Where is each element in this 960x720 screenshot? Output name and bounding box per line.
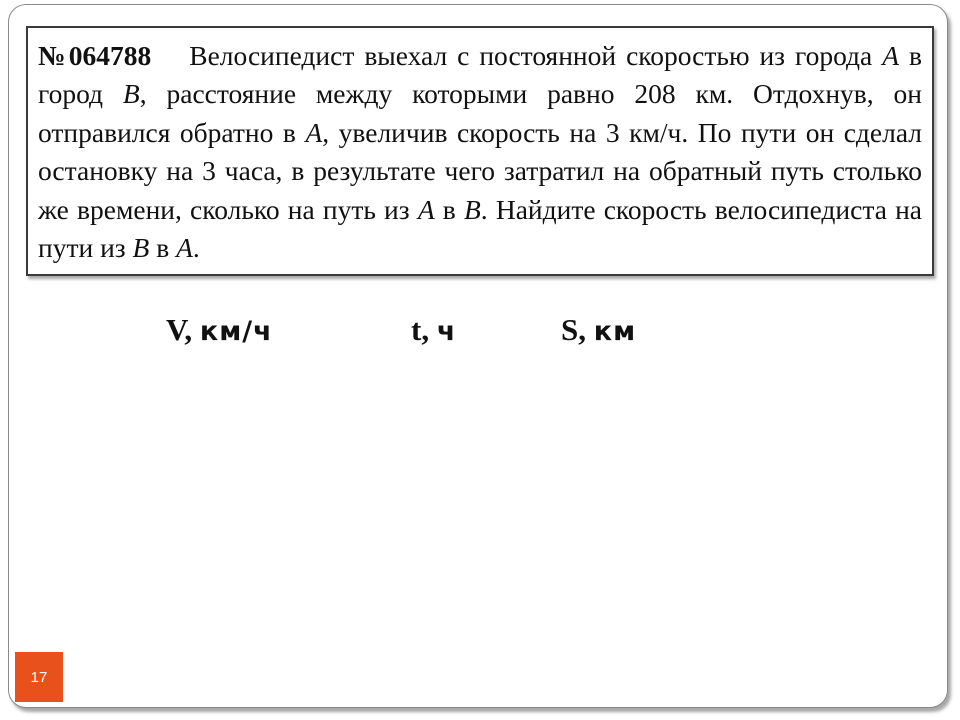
problem-number: №064788	[38, 40, 152, 71]
time-header	[411, 312, 456, 348]
distance-header	[561, 312, 636, 348]
problem-variable: A	[417, 193, 435, 225]
problem-variable: A	[305, 116, 323, 148]
velocity-symbol: V,	[166, 312, 193, 347]
problem-statement	[38, 40, 922, 263]
problem-variable: A	[882, 40, 900, 71]
time-symbol: t,	[411, 312, 430, 347]
slide-number: 17	[15, 652, 63, 702]
time-unit: ч	[436, 316, 457, 347]
velocity-unit: км/ч	[199, 316, 273, 347]
problem-segment: , расстояние между которыми равно 208 км. Отдохнув, он отправился обратно в	[38, 78, 922, 148]
problem-variable: B	[122, 78, 140, 110]
problem-variable: A	[176, 232, 193, 264]
problem-segment: в город	[38, 40, 922, 110]
problem-box	[26, 26, 934, 276]
problem-segment: в	[434, 193, 464, 225]
problem-segment: .	[192, 232, 200, 264]
problem-segment: . Найдите скорость велосипедиста на пути из	[38, 193, 922, 264]
table-headers	[0, 312, 960, 356]
problem-variable: B	[132, 232, 150, 264]
problem-segment: Велосипедист выехал с постоянной скоростью из города	[189, 40, 883, 71]
distance-symbol: S,	[561, 312, 586, 347]
problem-segment: в	[149, 232, 177, 264]
distance-unit: км	[593, 316, 637, 347]
velocity-header	[166, 312, 273, 348]
problem-segment: , увеличив скорость на 3 км/ч. По пути он сделал остановку на 3 часа, в результате чего затратил на обратный путь столько же времени, сколько на путь из	[38, 116, 923, 225]
problem-text	[38, 37, 922, 267]
problem-variable: B	[463, 193, 481, 225]
